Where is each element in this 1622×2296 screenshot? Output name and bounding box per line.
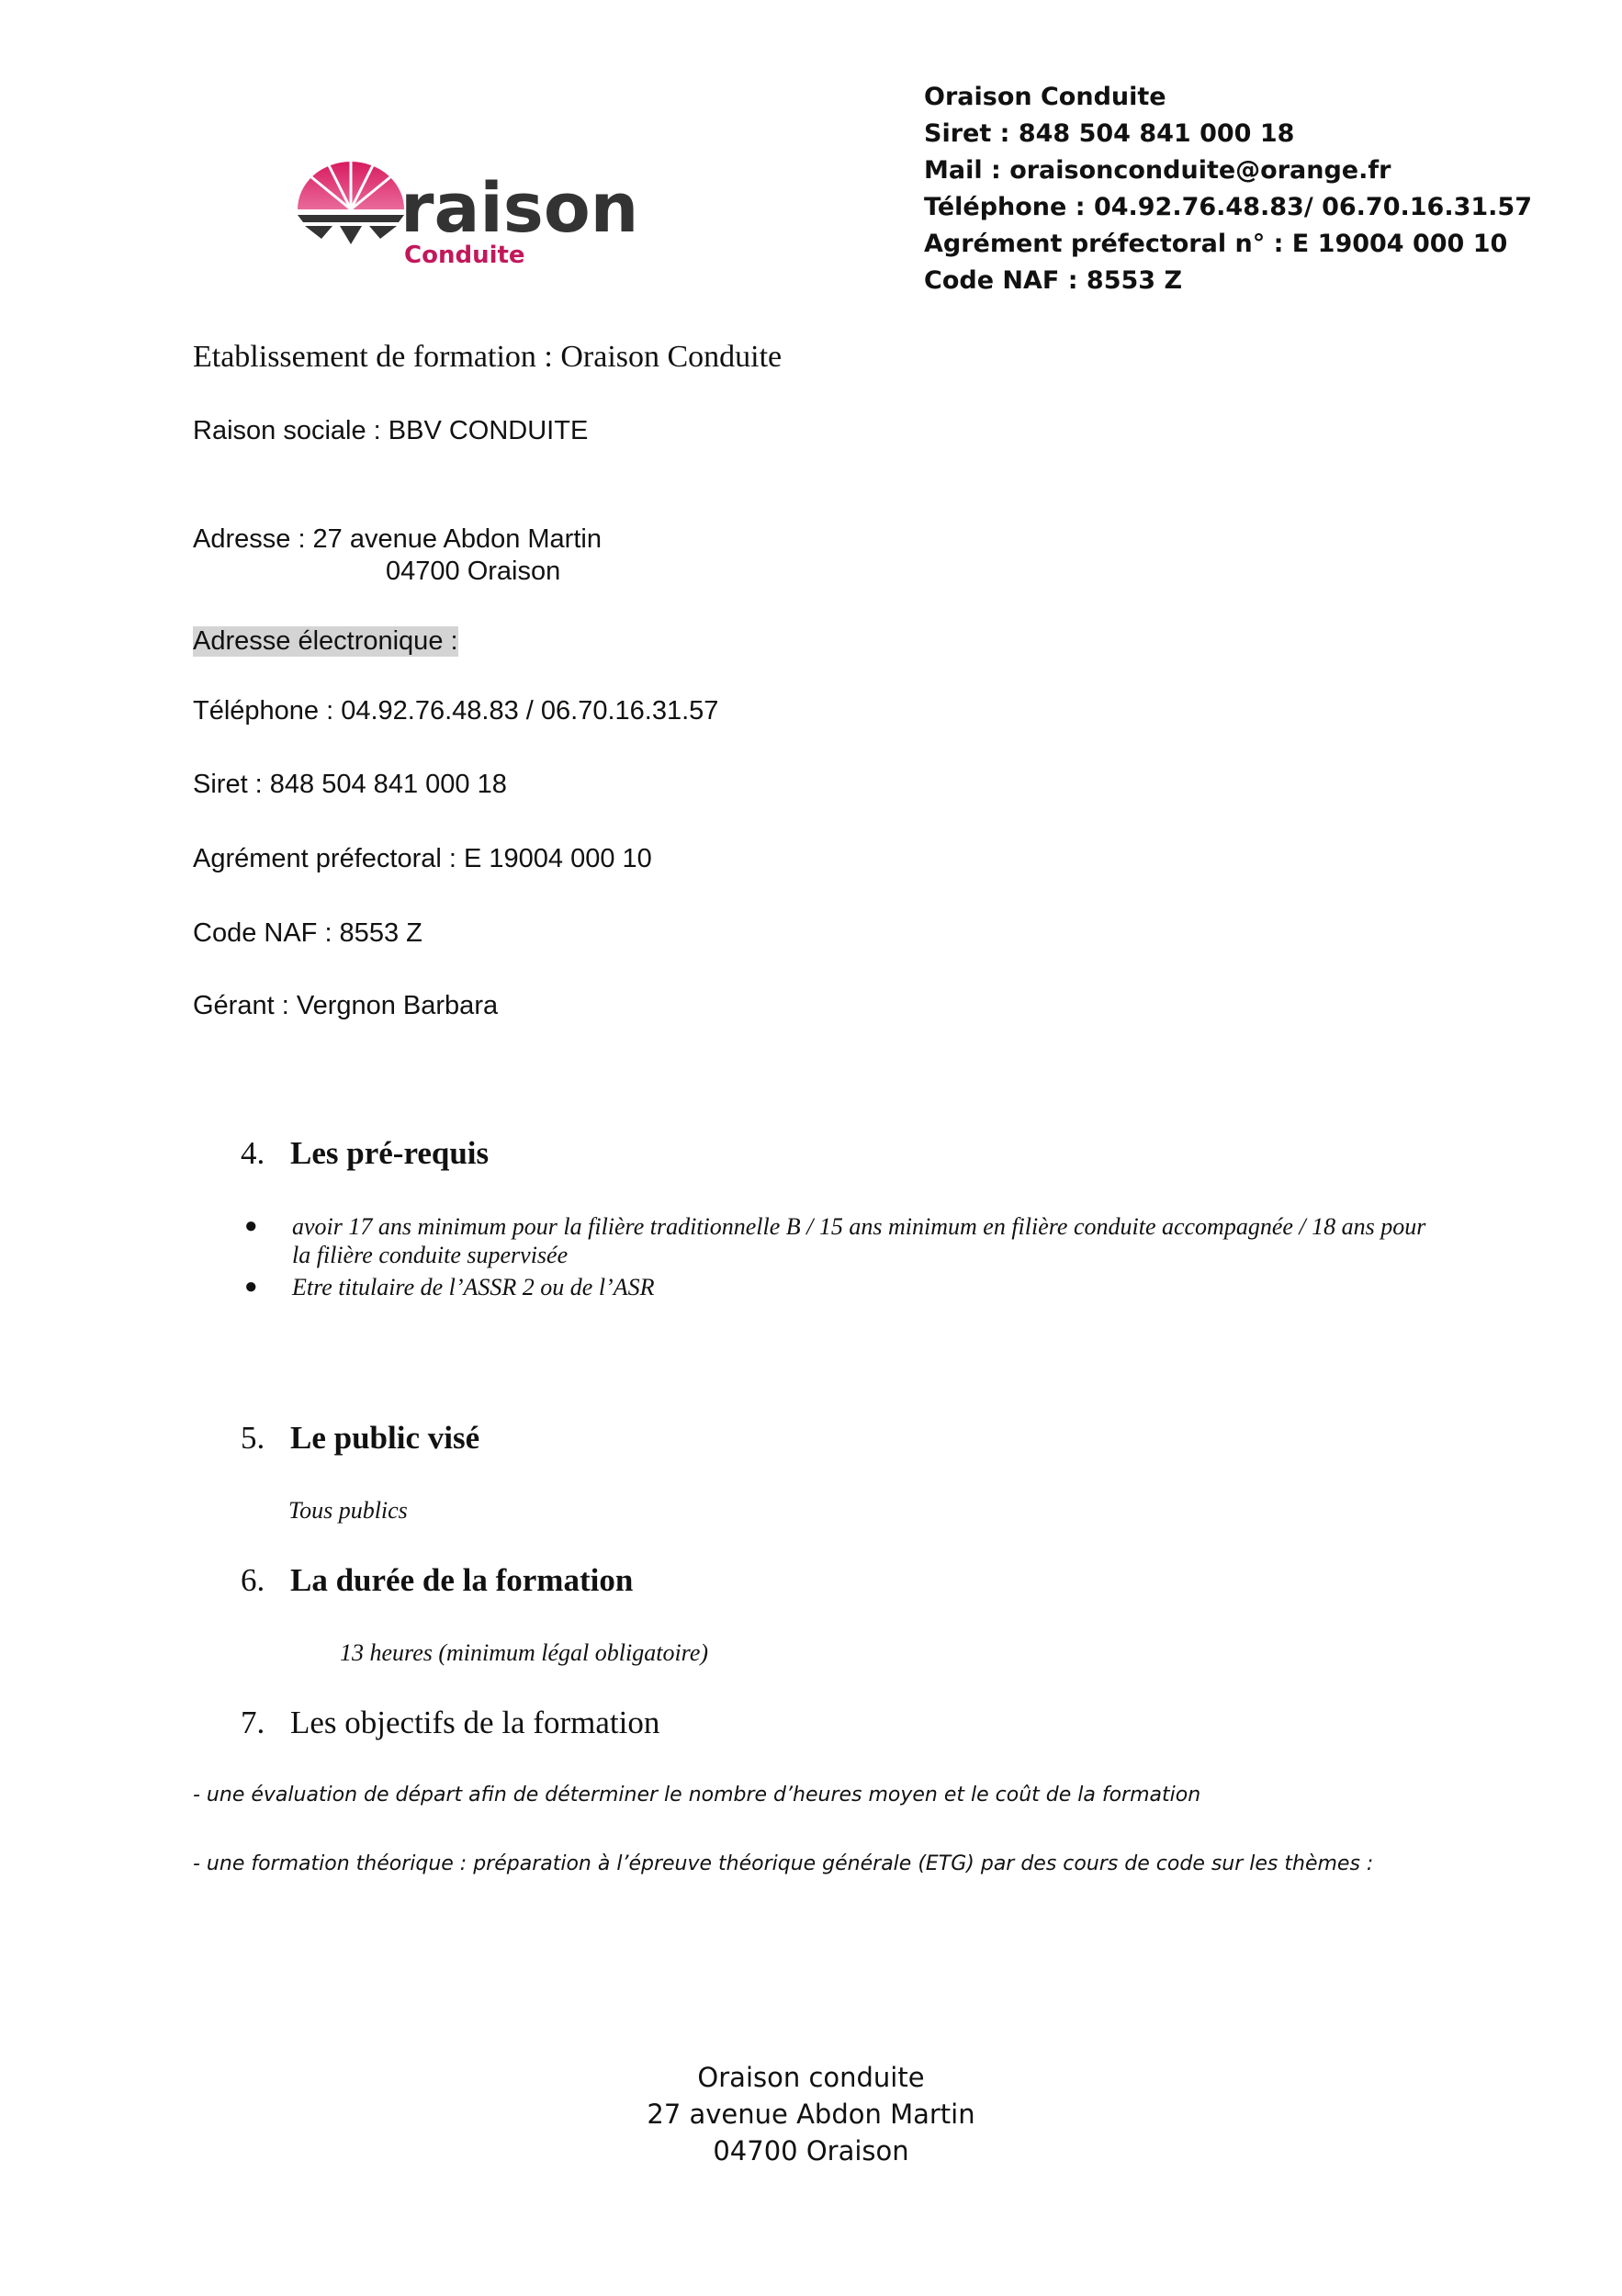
footer-line3: 04700 Oraison [713, 2135, 909, 2167]
logo-emblem [292, 154, 641, 268]
public-text: Tous publics [288, 1497, 408, 1524]
header-naf: Code NAF : 8553 Z [924, 266, 1183, 295]
prerequis-list [241, 1212, 1435, 1301]
gerant-line: Gérant : Vergnon Barbara [193, 991, 499, 1020]
logo-wordmark: raison [400, 169, 639, 248]
header-company: Oraison Conduite [924, 83, 1166, 111]
section-number: 4. [241, 1135, 265, 1171]
header-siret: Siret : 848 504 841 000 18 [924, 119, 1295, 148]
list-item [241, 1212, 1435, 1269]
footer-line1: Oraison conduite [697, 2062, 925, 2093]
establishment-line: Etablissement de formation : Oraison Conduite [193, 340, 783, 374]
header-agrement: Agrément préfectoral n° : E 19004 000 10 [924, 230, 1508, 258]
prerequis-text: avoir 17 ans minimum pour la filière traditionnelle B / 15 ans minimum en filière conduite accompagnée / 18 ans pour la filière conduite supervisée [292, 1213, 1426, 1268]
section-title: La durée de la formation [290, 1562, 634, 1598]
section-heading-prerequis [241, 1135, 489, 1172]
section-heading-objectifs [241, 1705, 659, 1741]
section-number: 6. [241, 1562, 265, 1598]
company-logo [292, 154, 641, 268]
address-line1: Adresse : 27 avenue Abdon Martin [193, 524, 602, 554]
naf-line: Code NAF : 8553 Z [193, 918, 422, 948]
section-title: Les objectifs de la formation [290, 1705, 660, 1740]
section-number: 5. [241, 1420, 265, 1456]
agrement-line: Agrément préfectoral : E 19004 000 10 [193, 844, 652, 873]
footer-line2: 27 avenue Abdon Martin [647, 2099, 975, 2130]
raison-sociale: Raison sociale : BBV CONDUITE [193, 416, 589, 445]
siret-line: Siret : 848 504 841 000 18 [193, 770, 507, 799]
bullet-icon: ● [244, 1214, 258, 1238]
header-contact-block [924, 79, 1567, 299]
section-heading-duree [241, 1562, 633, 1599]
list-item [241, 1273, 1435, 1301]
logo-subtitle: Conduite [404, 242, 525, 268]
objectif-item: - une évaluation de départ afin de déterminer le nombre d’heures moyen et le coût de la formation [193, 1784, 1201, 1806]
telephone-line: Téléphone : 04.92.76.48.83 / 06.70.16.31.57 [193, 696, 719, 726]
section-heading-public [241, 1420, 479, 1457]
bullet-icon: ● [244, 1275, 258, 1299]
prerequis-text: Etre titulaire de l’ASSR 2 ou de l’ASR [292, 1274, 655, 1300]
header-phone: Téléphone : 04.92.76.48.83/ 06.70.16.31.57 [924, 193, 1532, 221]
section-title: Le public visé [290, 1420, 480, 1456]
objectif-item: - une formation théorique : préparation à l’épreuve théorique générale (ETG) par des cours de code sur les thèmes : [193, 1852, 1374, 1875]
section-number: 7. [241, 1705, 265, 1740]
email-label: Adresse électronique : [193, 626, 458, 656]
address-line2: 04700 Oraison [386, 557, 561, 586]
page-footer [0, 2059, 1622, 2169]
section-title: Les pré-requis [290, 1135, 490, 1171]
duree-text: 13 heures (minimum légal obligatoire) [340, 1639, 709, 1666]
header-mail: Mail : oraisonconduite@orange.fr [924, 156, 1391, 185]
